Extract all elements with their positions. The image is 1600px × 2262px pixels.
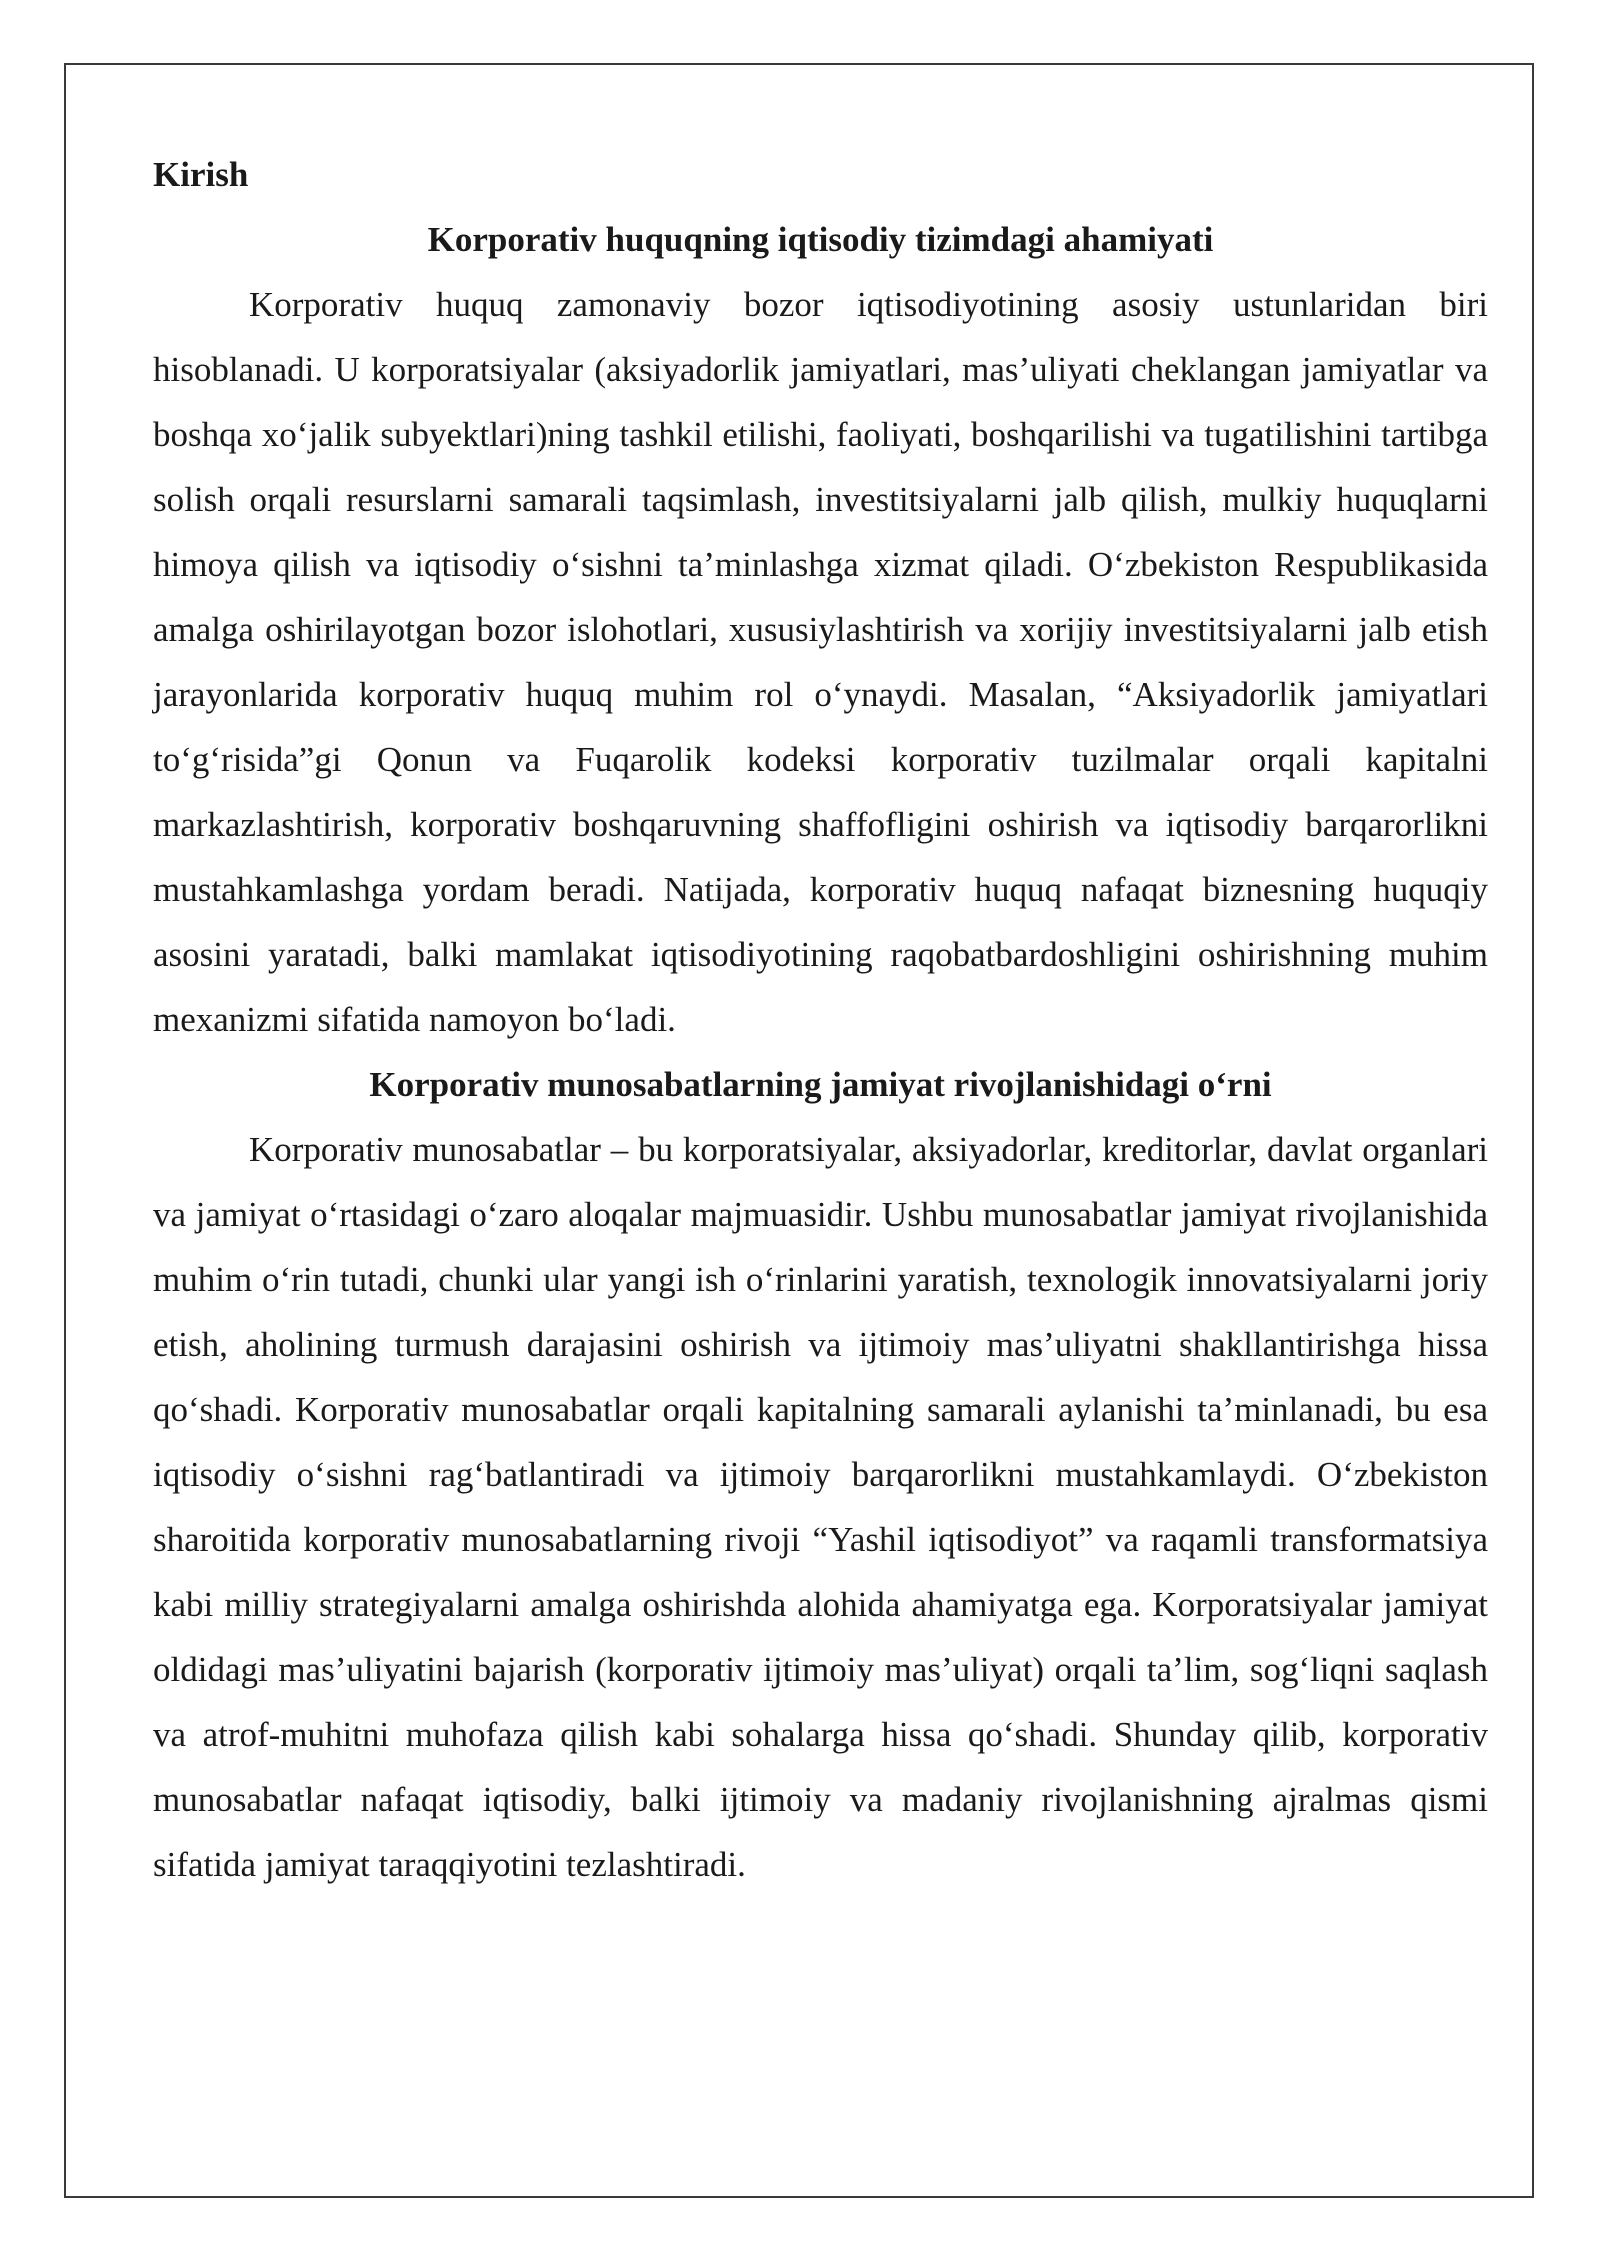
section-heading-1: Korporativ huquqning iqtisodiy tizimdagi ahamiyati [427,220,1214,259]
section-heading-2: Korporativ munosabatlarning jamiyat rivojlanishidagi o‘rni [369,1065,1272,1104]
section-label: Kirish [153,155,249,194]
section-paragraph-2: Korporativ munosabatlar – bu korporatsiyalar, aksiyadorlar, kreditorlar, davlat organlari va jamiyat o‘rtasidagi o‘zaro aloqalar majmuasidir. Ushbu munosabatlar jamiyat rivojlanishida muhim o‘rin tutadi, chunki ular yangi ish o‘rinlarini yaratish, texnologik innovatsiyalarni joriy etish, aholining turmush darajasini oshirish va ijtimoiy mas’uliyatni shakllantirishga hissa qo‘shadi. Korporativ munosabatlar orqali kapitalning samarali aylanishi ta’minlanadi, bu esa iqtisodiy o‘sishni rag‘batlantiradi va ijtimoiy barqarorlikni mustahkamlaydi. O‘zbekiston sharoitida korporativ munosabatlarning rivoji “Yashil iqtisodiyot” va raqamli transformatsiya kabi milliy strategiyalarni amalga oshirishda alohida ahamiyatga ega. Korporatsiyalar jamiyat oldidagi mas’uliyatini bajarish (korporativ ijtimoiy mas’uliyat) orqali ta’lim, sog‘liqni saqlash va atrof-muhitni muhofaza qilish kabi sohalarga hissa qo‘shadi. Shunday qilib, korporativ munosabatlar nafaqat iqtisodiy, balki ijtimoiy va madaniy rivojlanishning ajralmas qismi sifatida jamiyat taraqqiyotini tezlashtiradi. [153,1130,1488,1884]
section-paragraph-1: Korporativ huquq zamonaviy bozor iqtisodiyotining asosiy ustunlaridan biri hisoblanadi. U korporatsiyalar (aksiyadorlik jamiyatlari, mas’uliyati cheklangan jamiyatlar va boshqa xo‘jalik subyektlari)ning tashkil etilishi, faoliyati, boshqarilishi va tugatilishini tartibga solish orqali resurslarni samarali taqsimlash, investitsiyalarni jalb qilish, mulkiy huquqlarni himoya qilish va iqtisodiy o‘sishni ta’minlashga xizmat qiladi. O‘zbekiston Respublikasida amalga oshirilayotgan bozor islohotlari, xususiylashtirish va xorijiy investitsiyalarni jalb etish jarayonlarida korporativ huquq muhim rol o‘ynaydi. Masalan, “Aksiyadorlik jamiyatlari to‘g‘risida”gi Qonun va Fuqarolik kodeksi korporativ tuzilmalar orqali kapitalni markazlashtirish, korporativ boshqaruvning shaffofligini oshirish va iqtisodiy barqarorlikni mustahkamlashga yordam beradi. Natijada, korporativ huquq nafaqat biznesning huquqiy asosini yaratadi, balki mamlakat iqtisodiyotining raqobatbardoshligini oshirishning muhim mexanizmi sifatida namoyon bo‘ladi. [153,285,1488,1039]
document-body [153,142,1488,1897]
